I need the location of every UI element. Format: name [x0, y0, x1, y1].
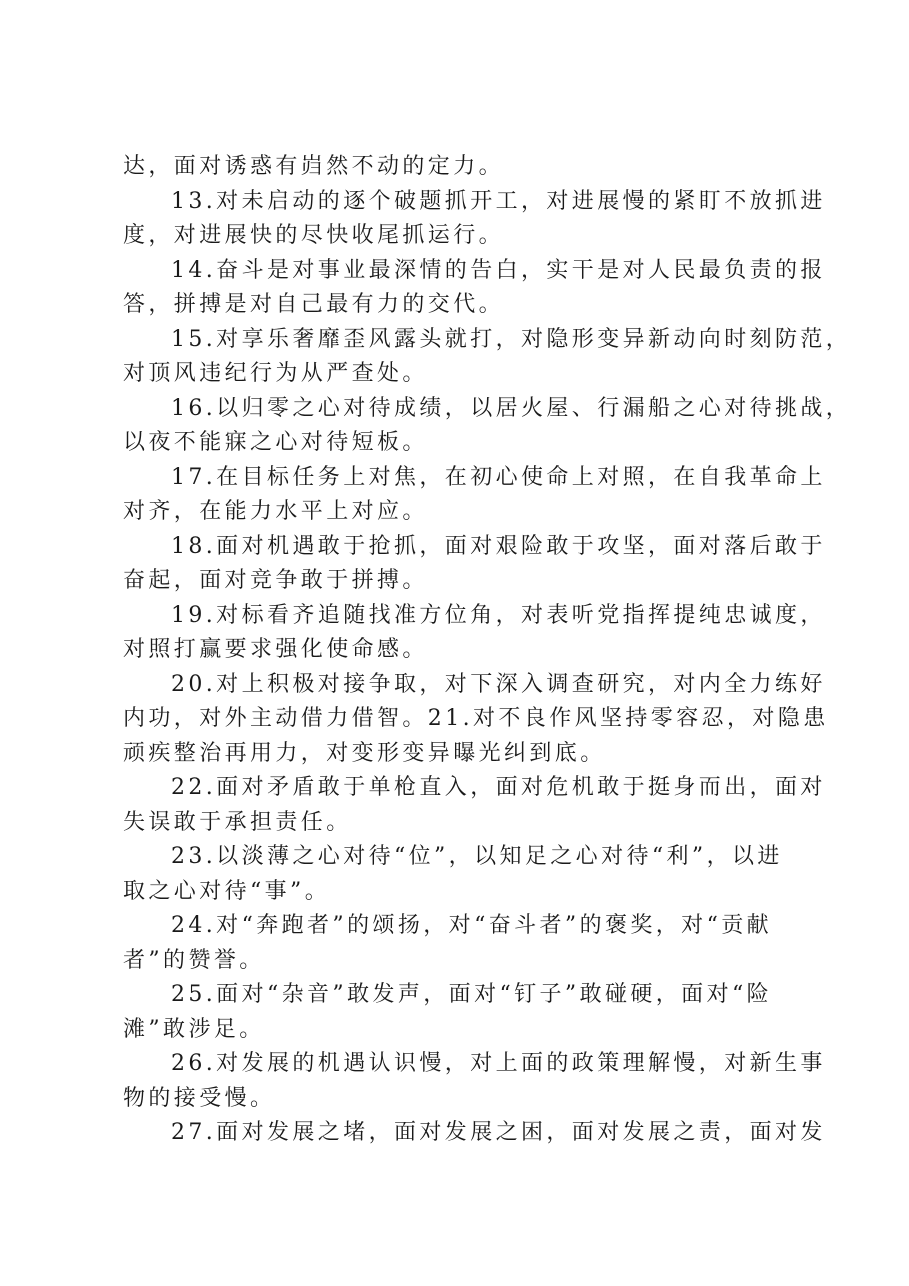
text-line: 19.对标看齐追随找准方位角，对表听党指挥提纯忠诚度， — [171, 602, 826, 628]
text-line: 答，拼搏是对自己最有力的交代。 — [123, 292, 505, 317]
text-line: 26.对发展的机遇认识慢，对上面的政策理解慢，对新生事 — [171, 1051, 826, 1076]
text-line: 22.面对矛盾敢于单枪直入，面对危机敢于挺身而出，面对 — [171, 775, 826, 800]
text-line: 以夜不能寐之心对待短板。 — [123, 430, 428, 455]
text-line: 物的接受慢。 — [123, 1085, 276, 1111]
text-line: 24.对“奔跑者”的颂扬，对“奋斗者”的褒奖，对“贡献 — [171, 913, 773, 938]
text-line: 奋起，面对竞争敢于拼搏。 — [123, 568, 428, 593]
text-line: 对齐，在能力水平上对应。 — [123, 499, 428, 524]
text-line: 对照打赢要求强化使命感。 — [123, 637, 428, 662]
text-line: 达，面对诱惑有岿然不动的定力。 — [123, 154, 505, 179]
text-line: 17.在目标任务上对焦，在初心使命上对照，在自我革命上 — [171, 464, 826, 490]
text-line: 18.面对机遇敢于抢抓，面对艰险敢于攻坚，面对落后敢于 — [171, 533, 826, 559]
text-line: 内功，对外主动借力借智。21.对不良作风坚持零容忍，对隐患 — [123, 706, 829, 731]
text-line: 20.对上积极对接争取，对下深入调查研究，对内全力练好 — [171, 671, 826, 697]
text-line: 取之心对待“事”。 — [123, 878, 331, 904]
text-line: 16.以归零之心对待成绩，以居火屋、行漏船之心对待挑战， — [171, 395, 852, 421]
text-line: 27.面对发展之堵，面对发展之困，面对发展之责，面对发 — [171, 1120, 826, 1145]
text-line: 者”的赞誉。 — [123, 947, 265, 973]
document-body — [123, 150, 852, 1151]
text-line: 对顶风违纪行为从严查处。 — [123, 361, 428, 386]
text-line: 14.奋斗是对事业最深情的告白，实干是对人民最负责的报 — [171, 257, 826, 283]
text-line: 25.面对“杂音”敢发声，面对“钉子”敢碰硬，面对“险 — [171, 982, 773, 1007]
text-line: 23.以淡薄之心对待“位”，以知足之心对待“利”，以进 — [171, 844, 783, 869]
text-line: 滩”敢涉足。 — [123, 1016, 265, 1042]
text-line: 顽疾整治再用力，对变形变异曝光纠到底。 — [123, 740, 606, 766]
text-line: 15.对享乐奢靡歪风露头就打，对隐形变异新动向时刻防范， — [171, 326, 852, 352]
text-line: 度，对进展快的尽快收尾抓运行。 — [123, 223, 505, 248]
text-line: 13.对未启动的逐个破题抓开工，对进展慢的紧盯不放抓进 — [171, 188, 826, 214]
text-line: 失误敢于承担责任。 — [123, 809, 352, 835]
